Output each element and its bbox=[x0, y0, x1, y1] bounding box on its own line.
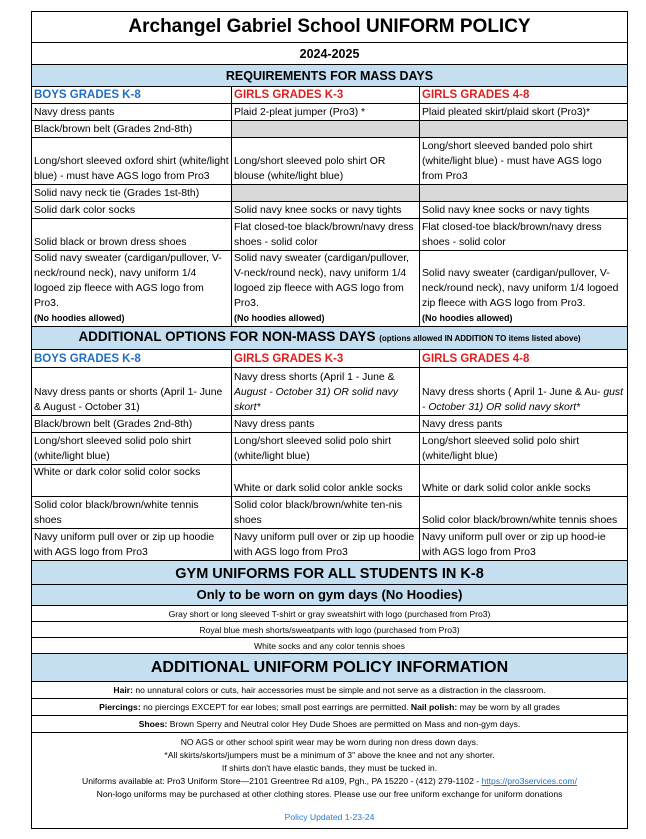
no-hoodies-note: (No hoodies allowed) bbox=[34, 313, 125, 323]
non-logo-note: Non-logo uniforms may be purchased at other clothing stores. Please use our free uniform exchange for uniform donations bbox=[96, 789, 563, 799]
mass-girls-48-cell bbox=[420, 251, 628, 327]
sweater-text: Solid navy sweater (cardigan/pullover, V-neck/round neck), navy uniform 1/4 logoed zip fleece with AGS logo from Pro3. bbox=[234, 253, 410, 309]
notes-row bbox=[32, 733, 628, 829]
shorts-text-b: August - October 31) OR solid navy skort* bbox=[234, 387, 399, 413]
gym-subheader: Only to be worn on gym days (No Hoodies) bbox=[32, 585, 628, 606]
info-header-row bbox=[32, 654, 628, 682]
hair-text: no unnatural colors or cuts, hair accessories must be simple and not serve as a distraction in the classroom. bbox=[132, 685, 546, 695]
nonmass-boys-cell: Navy dress pants or shorts (April 1- June & August - October 31) bbox=[32, 368, 232, 416]
table-row bbox=[32, 219, 628, 251]
table-row bbox=[32, 465, 628, 497]
nail-text: may be worn by all grades bbox=[457, 702, 560, 712]
col-girls-k3: GIRLS GRADES K-3 bbox=[232, 350, 420, 368]
mass-boys-cell: Navy dress pants bbox=[32, 104, 232, 121]
nonmass-girls-48-cell: Navy dress pants bbox=[420, 416, 628, 433]
nonmass-girls-48-cell: Navy uniform pull over or zip up hood-ie with AGS logo from Pro3 bbox=[420, 529, 628, 561]
mass-girls-k3-cell bbox=[232, 251, 420, 327]
table-row bbox=[32, 185, 628, 202]
empty-gray-cell bbox=[420, 185, 628, 202]
mass-boys-cell bbox=[32, 251, 232, 327]
shorts-text-a: Navy dress shorts ( April 1- June & Au- bbox=[422, 387, 601, 398]
nonmass-girls-48-cell bbox=[420, 368, 628, 416]
table-row bbox=[32, 251, 628, 327]
mass-boys-cell: Solid black or brown dress shoes bbox=[32, 219, 232, 251]
table-row bbox=[32, 682, 628, 699]
hair-label: Hair: bbox=[113, 685, 133, 695]
note-skirt-length: *All skirts/skorts/jumpers must be a minimum of 3" above the knee and not any shorter. bbox=[164, 750, 495, 760]
mass-column-headers bbox=[32, 87, 628, 104]
nonmass-girls-k3-cell: White or dark solid color ankle socks bbox=[232, 465, 420, 497]
nonmass-girls-48-cell: Long/short sleeved solid polo shirt (white/light blue) bbox=[420, 433, 628, 465]
table-row bbox=[32, 497, 628, 529]
mass-boys-cell: Solid dark color socks bbox=[32, 202, 232, 219]
nonmass-column-headers bbox=[32, 350, 628, 368]
table-row bbox=[32, 416, 628, 433]
mass-girls-k3-cell: Flat closed-toe black/brown/navy dress shoes - solid color bbox=[232, 219, 420, 251]
gym-header: GYM UNIFORMS FOR ALL STUDENTS IN K-8 bbox=[32, 561, 628, 585]
empty-gray-cell bbox=[232, 121, 420, 138]
mass-boys-cell: Long/short sleeved oxford shirt (white/light blue) - must have AGS logo from Pro3 bbox=[32, 138, 232, 185]
nonmass-girls-48-cell: Solid color black/brown/white tennis shoes bbox=[420, 497, 628, 529]
table-row bbox=[32, 622, 628, 638]
piercings-rule bbox=[32, 699, 628, 716]
table-row bbox=[32, 433, 628, 465]
mass-girls-48-cell: Flat closed-toe black/brown/navy dress shoes - solid color bbox=[420, 219, 628, 251]
table-row bbox=[32, 202, 628, 219]
table-row bbox=[32, 716, 628, 733]
policy-updated: Policy Updated 1-23-24 bbox=[284, 812, 375, 822]
nonmass-girls-k3-cell: Solid color black/brown/white ten-nis shoes bbox=[232, 497, 420, 529]
gym-line: Gray short or long sleeved T-shirt or gray sweatshirt with logo (purchased from Pro3) bbox=[32, 606, 628, 622]
shorts-text-b: gust - October 31) OR solid navy skort* bbox=[422, 387, 623, 413]
nonmass-boys-cell: Long/short sleeved solid polo shirt (white/light blue) bbox=[32, 433, 232, 465]
shoes-label: Shoes: bbox=[138, 719, 168, 729]
table-row bbox=[32, 121, 628, 138]
nonmass-girls-k3-cell: Navy dress pants bbox=[232, 416, 420, 433]
col-girls-48: GIRLS GRADES 4-8 bbox=[420, 350, 628, 368]
mass-days-header: REQUIREMENTS FOR MASS DAYS bbox=[32, 65, 628, 87]
nonmass-boys-cell: White or dark color solid color socks bbox=[32, 465, 232, 497]
nonmass-boys-cell: Black/brown belt (Grades 2nd-8th) bbox=[32, 416, 232, 433]
nonmass-header-row bbox=[32, 327, 628, 350]
mass-boys-cell: Solid navy neck tie (Grades 1st-8th) bbox=[32, 185, 232, 202]
title-row bbox=[32, 12, 628, 43]
no-hoodies-note: (No hoodies allowed) bbox=[234, 313, 325, 323]
nonmass-header-title: ADDITIONAL OPTIONS FOR NON-MASS DAYS bbox=[78, 329, 376, 344]
note-tuck-in: If shirts don't have elastic bands, they must be tucked in. bbox=[221, 763, 438, 773]
school-year: 2024-2025 bbox=[32, 43, 628, 65]
nonmass-girls-48-cell: White or dark solid color ankle socks bbox=[420, 465, 628, 497]
col-girls-k3: GIRLS GRADES K-3 bbox=[232, 87, 420, 104]
nonmass-header-note: (options allowed IN ADDITION TO items listed above) bbox=[379, 334, 581, 343]
gym-subheader-row bbox=[32, 585, 628, 606]
gym-header-row bbox=[32, 561, 628, 585]
mass-girls-k3-cell: Solid navy knee socks or navy tights bbox=[232, 202, 420, 219]
nonmass-girls-k3-cell: Navy uniform pull over or zip up hoodie with AGS logo from Pro3 bbox=[232, 529, 420, 561]
nonmass-boys-cell: Navy uniform pull over or zip up hoodie with AGS logo from Pro3 bbox=[32, 529, 232, 561]
table-row bbox=[32, 138, 628, 185]
note-spirit-wear: NO AGS or other school spirit wear may be worn during non dress down days. bbox=[180, 737, 479, 747]
sweater-text: Solid navy sweater (cardigan/pullover, V-neck/round neck), navy uniform 1/4 logoed zip fleece with AGS logo from Pro3. bbox=[34, 253, 222, 309]
mass-header-row bbox=[32, 65, 628, 87]
sweater-text: Solid navy sweater (cardigan/pullover, V-neck/round neck), navy uniform 1/4 logoed zip fleece with AGS logo from Pro3. bbox=[422, 268, 619, 309]
col-boys-k8: BOYS GRADES K-8 bbox=[32, 87, 232, 104]
hair-rule bbox=[32, 682, 628, 699]
page-title: Archangel Gabriel School UNIFORM POLICY bbox=[32, 12, 628, 43]
gym-line: White socks and any color tennis shoes bbox=[32, 638, 628, 654]
piercings-label: Piercings: bbox=[99, 702, 141, 712]
nonmass-days-header bbox=[32, 327, 628, 350]
nonmass-girls-k3-cell: Long/short sleeved solid polo shirt (white/light blue) bbox=[232, 433, 420, 465]
col-boys-k8: BOYS GRADES K-8 bbox=[32, 350, 232, 368]
shoes-text: Brown Sperry and Neutral color Hey Dude Shoes are permitted on Mass and non-gym days. bbox=[167, 719, 521, 729]
gym-line: Royal blue mesh shorts/sweatpants with logo (purchased from Pro3) bbox=[32, 622, 628, 638]
table-row bbox=[32, 368, 628, 416]
mass-girls-48-cell: Long/short sleeved banded polo shirt (white/light blue) - must have AGS logo from Pro3 bbox=[420, 138, 628, 185]
mass-boys-cell: Black/brown belt (Grades 2nd-8th) bbox=[32, 121, 232, 138]
shoes-rule bbox=[32, 716, 628, 733]
mass-girls-48-cell: Plaid pleated skirt/plaid skort (Pro3)* bbox=[420, 104, 628, 121]
year-row bbox=[32, 43, 628, 65]
table-row bbox=[32, 638, 628, 654]
mass-girls-k3-cell: Plaid 2-pleat jumper (Pro3) * bbox=[232, 104, 420, 121]
mass-girls-k3-cell: Long/short sleeved polo shirt OR blouse (white/light blue) bbox=[232, 138, 420, 185]
empty-gray-cell bbox=[420, 121, 628, 138]
col-girls-48: GIRLS GRADES 4-8 bbox=[420, 87, 628, 104]
table-row bbox=[32, 529, 628, 561]
info-header: ADDITIONAL UNIFORM POLICY INFORMATION bbox=[32, 654, 628, 682]
shorts-text-a: Navy dress shorts (April 1 - June & bbox=[234, 372, 395, 383]
policy-notes bbox=[32, 733, 628, 829]
uniform-policy-table bbox=[31, 11, 628, 829]
uniform-store-text: Uniforms available at: Pro3 Uniform Store—2101 Greentree Rd a109, Pgh., PA 15220 - (412) 279-1102 - bbox=[81, 776, 482, 786]
mass-girls-48-cell: Solid navy knee socks or navy tights bbox=[420, 202, 628, 219]
table-row bbox=[32, 699, 628, 716]
piercings-text: no piercings EXCEPT for ear lobes; small post earrings are permitted. bbox=[140, 702, 411, 712]
nonmass-girls-k3-cell bbox=[232, 368, 420, 416]
table-row bbox=[32, 606, 628, 622]
nonmass-boys-cell: Solid color black/brown/white tennis shoes bbox=[32, 497, 232, 529]
nail-label: Nail polish: bbox=[410, 702, 458, 712]
empty-gray-cell bbox=[232, 185, 420, 202]
table-row bbox=[32, 104, 628, 121]
pro3-link[interactable]: https://pro3services.com/ bbox=[481, 776, 578, 786]
no-hoodies-note: (No hoodies allowed) bbox=[422, 313, 513, 323]
